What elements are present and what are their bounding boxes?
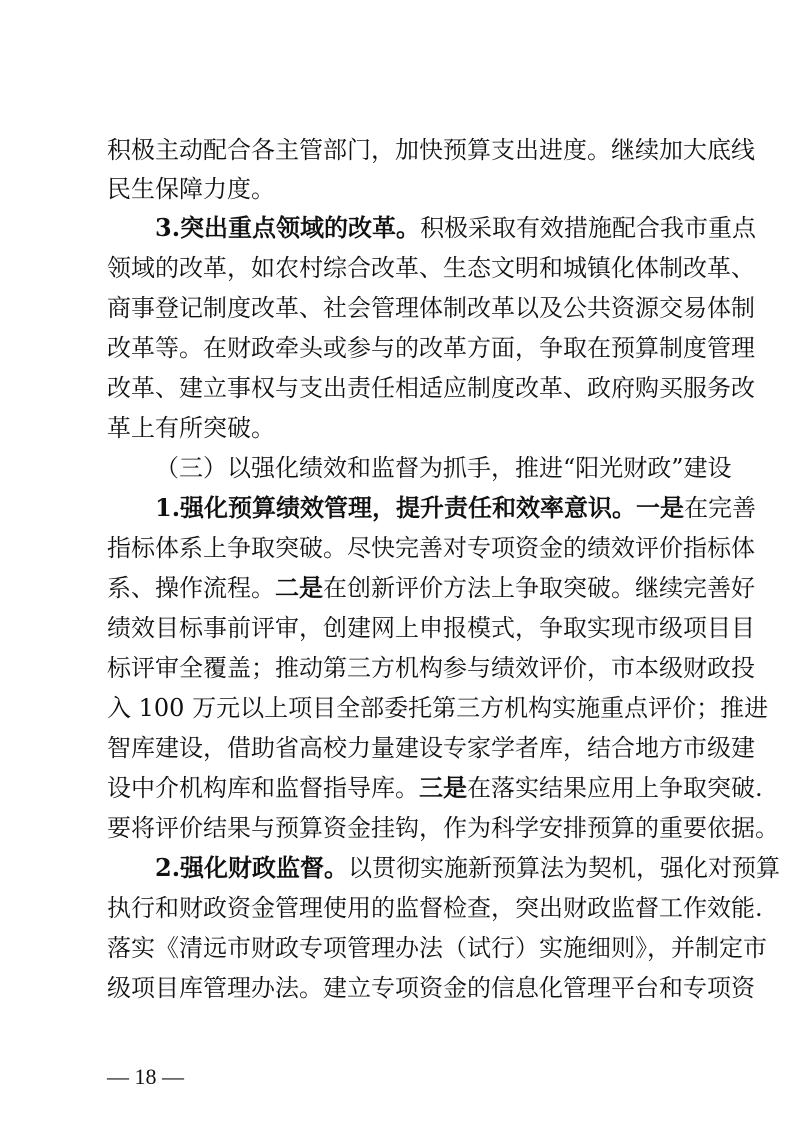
paragraph-line: 革上有所突破。 (107, 414, 275, 442)
paragraph-text: 以贯彻实施新预算法为契机，强化对预算 (348, 854, 781, 882)
paragraph-line (107, 570, 755, 606)
section-heading: （三）以强化绩效和监督为抓手，推进“阳光财政”建设 (155, 454, 732, 482)
paragraph-line: 标评审全覆盖；推动第三方机构参与绩效评价，市本级财政投 (107, 654, 755, 682)
paragraph-line: 改革等。在财政牵头或参与的改革方面，争取在预算制度管理 (107, 334, 755, 362)
paragraph-text: 在创新评价方法上争取突破。继续完善好 (323, 574, 755, 602)
paragraph-line: 商事登记制度改革、社会管理体制改革以及公共资源交易体制 (107, 294, 755, 322)
paragraph-line: 智库建设，借助省高校力量建设专家学者库，结合地方市级建 (107, 734, 755, 762)
paragraph-line: 绩效目标事前评审，创建网上申报模式，争取实现市级项目目 (107, 614, 755, 642)
paragraph-text: 在落实结果应用上争取突破. (467, 774, 763, 802)
paragraph-line: 民生保障力度。 (107, 175, 275, 203)
inline-bold: 三是 (419, 773, 467, 802)
paragraph-line (107, 770, 763, 806)
paragraph-line: 要将评价结果与预算资金挂钩，作为科学安排预算的重要依据。 (107, 814, 779, 842)
paragraph-text: 在完善 (684, 494, 757, 522)
paragraph-line (155, 850, 781, 886)
paragraph-line: 积极主动配合各主管部门，加快预算支出进度。继续加大底线 (107, 136, 755, 164)
paragraph-line (155, 490, 757, 526)
paragraph-line: 执行和财政资金管理使用的监督检查，突出财政监督工作效能. (107, 894, 763, 922)
inline-bold: 二是 (275, 573, 323, 602)
paragraph-line: 级项目库管理办法。建立专项资金的信息化管理平台和专项资 (107, 974, 755, 1002)
page-number: — 18 — (107, 1064, 184, 1089)
section-lead-bold: 3.突出重点领域的改革。 (155, 213, 421, 242)
paragraph-text: 系、操作流程。 (107, 574, 275, 602)
paragraph-line: 入 100 万元以上项目全部委托第三方机构实施重点评价；推进 (107, 694, 769, 722)
paragraph-line: 指标体系上争取突破。尽快完善对专项资金的绩效评价指标体 (107, 534, 755, 562)
section-lead-bold: 2.强化财政监督。 (155, 853, 349, 882)
paragraph-text: 设中介机构库和监督指导库。 (107, 774, 419, 802)
paragraph-line: 落实《清远市财政专项管理办法（试行）实施细则》，并制定市 (107, 934, 767, 962)
paragraph-line: 改革、建立事权与支出责任相适应制度改革、政府购买服务改 (107, 374, 755, 402)
paragraph-line (155, 210, 757, 246)
paragraph-line: 领域的改革，如农村综合改革、生态文明和城镇化体制改革、 (107, 254, 755, 282)
section-lead-bold: 1.强化预算绩效管理，提升责任和效率意识。一是 (155, 493, 685, 522)
paragraph-text: 积极采取有效措施配合我市重点 (420, 214, 757, 242)
